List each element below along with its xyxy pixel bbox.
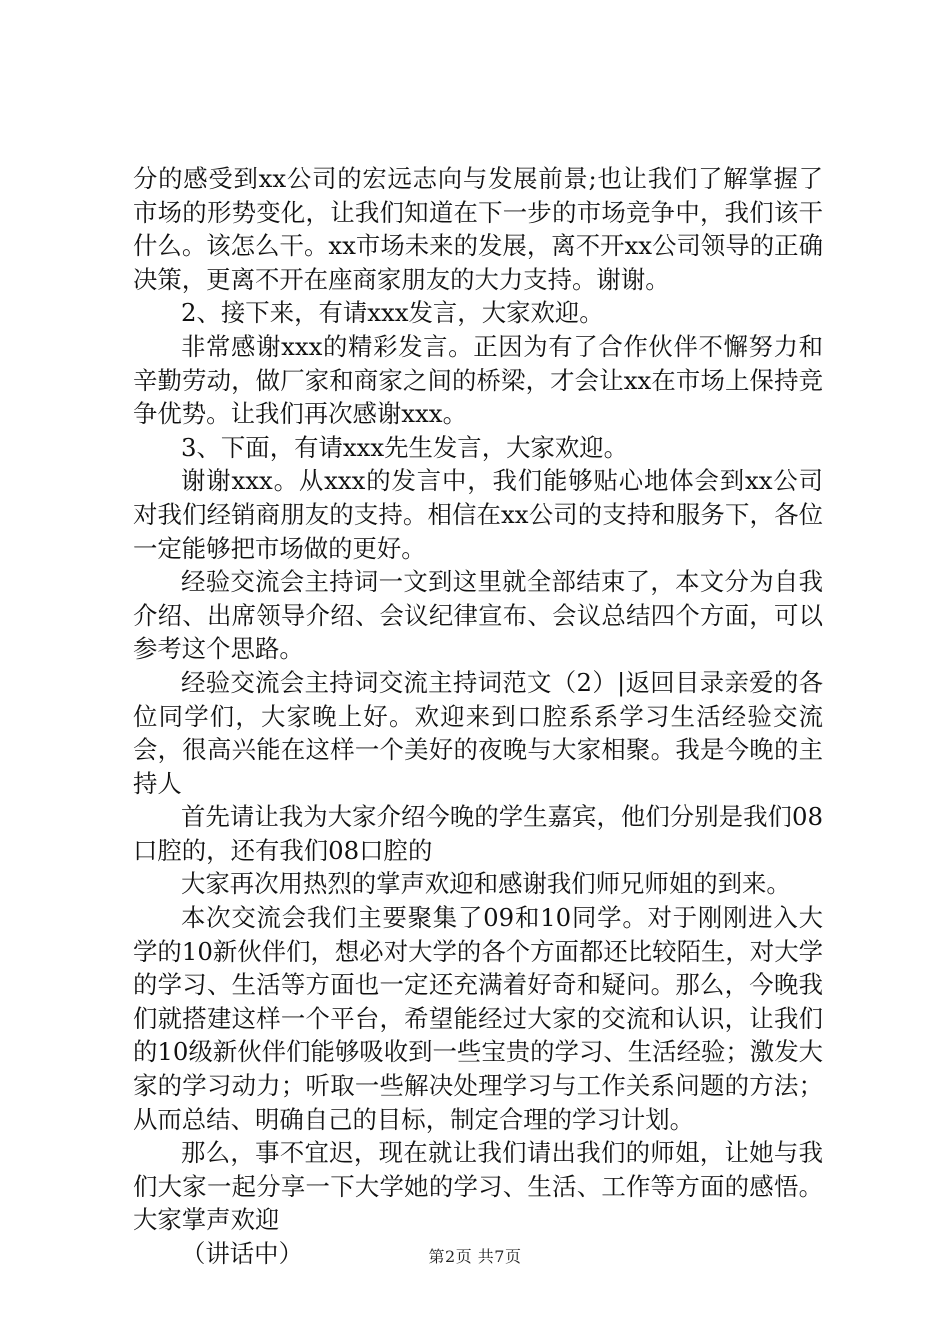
paragraph: 2、接下来，有请xxx发言，大家欢迎。 xyxy=(181,298,604,328)
paragraph: 本次交流会我们主要聚集了09和10同学。对于刚刚进入大学的10新伙伴们，想必对大学的各个方面都还比较陌生，对大学的学习、生活等方面也一定还充满着好奇和疑问。那么，今晚我们就搭建这样一个平台，希望能经过大家的交流和认识，让我们的10级新伙伴们能够吸收到一些宝贵的学习、生活经验；激发大家的学习动力；听取一些解决处理学习与工作关系问题的方法；从而总结、明确自己的目标，制定合理的学习计划。 xyxy=(133,903,823,1134)
paragraph: 非常感谢xxx的精彩发言。正因为有了合作伙伴不懈努力和辛勤劳动，做厂家和商家之间的桥梁，才会让xx在市场上保持竞争优势。让我们再次感谢xxx。 xyxy=(133,331,823,429)
paragraph: 首先请让我为大家介绍今晚的学生嘉宾，他们分别是我们08口腔的，还有我们08口腔的 xyxy=(133,802,823,865)
paragraph: 那么，事不宜迟，现在就让我们请出我们的师姐，让她与我们大家一起分享一下大学她的学习、生活、工作等方面的感悟。大家掌声欢迎 xyxy=(133,1138,823,1235)
paragraph: 经验交流会主持词交流主持词范文（2）|返回目录亲爱的各位同学们，大家晚上好。欢迎来到口腔系系学习生活经验交流会，很高兴能在这样一个美好的夜晚与大家相聚。我是今晚的主持人 xyxy=(133,667,823,798)
paragraph: （讲话中） xyxy=(181,1239,303,1268)
document-body xyxy=(133,162,823,1271)
page-number-label: 第2页 共7页 xyxy=(428,1247,522,1266)
paragraph: 经验交流会主持词一文到这里就全部结束了，本文分为自我介绍、出席领导介绍、会议纪律宣布、会议总结四个方面，可以参考这个思路。 xyxy=(133,567,823,664)
paragraph: 大家再次用热烈的掌声欢迎和感谢我们师兄师姐的到来。 xyxy=(181,869,791,899)
paragraph: 分的感受到xx公司的宏远志向与发展前景;也让我们了解掌握了市场的形势变化，让我们知道在下一步的市场竞争中，我们该干什么。该怎么干。xx市场未来的发展，离不开xx公司领导的正确决策，更离不开在座商家朋友的大力支持。谢谢。 xyxy=(133,164,823,294)
paragraph: 谢谢xxx。从xxx的发言中，我们能够贴心地体会到xx公司对我们经销商朋友的支持。相信在xx公司的支持和服务下，各位一定能够把市场做的更好。 xyxy=(133,466,823,563)
page-footer xyxy=(0,1244,950,1267)
paragraph: 3、下面，有请xxx先生发言，大家欢迎。 xyxy=(181,432,629,462)
